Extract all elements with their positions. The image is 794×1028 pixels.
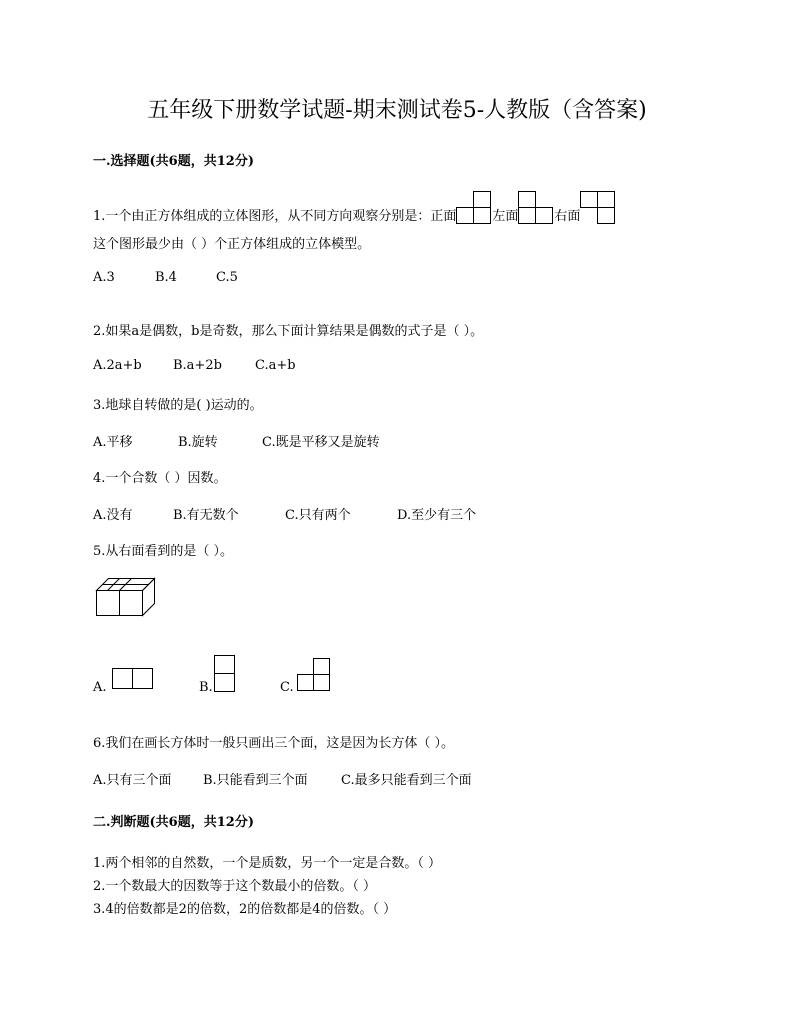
option-c[interactable]: C.只有两个 [285,508,351,523]
page-title: 五年级下册数学试题-期末测试卷5-人教版（含答案) [147,98,647,123]
section-heading-judgement: 二.判断题(共6题，共12分) [93,815,254,830]
question-5-text: 5.从右面看到的是（ ）。 [93,544,234,559]
section-heading-choice: 一.选择题(共6题，共12分) [93,154,254,169]
option-b-figure[interactable] [214,655,236,693]
question-6-text: 6.我们在画长方体时一般只画出三个面，这是因为长方体（ ）。 [93,736,455,751]
question-1-text: 1.一个由正方体组成的立体图形，从不同方向观察分别是：正面 [93,209,457,224]
option-a[interactable]: A.没有 [93,508,133,523]
right-view-label: 右面 [554,209,581,224]
question-1-options [93,270,238,285]
front-view-figure [456,190,492,224]
question-4-options [93,504,476,523]
option-a[interactable]: A.2a+b [93,358,142,373]
judgement-item-1: 1.两个相邻的自然数，一个是质数，另一个一定是合数。（ ） [93,856,442,871]
option-a-label[interactable]: A. [93,680,107,695]
right-view-figure [580,190,616,224]
option-c[interactable]: C.既是平移又是旋转 [262,435,380,450]
option-a[interactable]: A.平移 [93,435,133,450]
judgement-item-3: 3.4的倍数都是2的倍数，2的倍数都是4的倍数。（ ） [93,902,397,917]
question-2-text: 2.如果a是偶数，b是奇数，那么下面计算结果是偶数的式子是（ ）。 [93,324,484,339]
option-d[interactable]: D.至少有三个 [397,508,477,523]
option-b-label[interactable]: B. [199,680,213,695]
option-b[interactable]: B.a+2b [173,358,222,373]
cuboid-figure [93,574,159,618]
left-view-figure [518,190,554,224]
question-1-line-1 [93,190,616,224]
left-view-label: 左面 [492,209,519,224]
option-b[interactable]: B.只能看到三个面 [203,773,308,788]
judgement-item-2: 2.一个数最大的因数等于这个数最小的倍数。（ ） [93,879,377,894]
option-a[interactable]: A.3 [93,270,115,285]
option-a[interactable]: A.只有三个面 [93,773,172,788]
question-4-text: 4.一个合数（ ）因数。 [93,471,227,486]
question-3-text: 3.地球自转做的是( )运动的。 [93,398,263,413]
option-c[interactable]: C.最多只能看到三个面 [341,773,472,788]
option-c[interactable]: C.a+b [255,358,296,373]
option-c-figure[interactable] [296,658,332,692]
option-a-figure[interactable] [112,668,154,690]
option-b[interactable]: B.有无数个 [173,508,239,523]
option-c-label[interactable]: C. [280,680,294,695]
question-6-options [93,769,472,788]
option-c[interactable]: C.5 [216,270,238,285]
question-3-options [93,431,380,450]
question-1-line-2: 这个图形最少由（ ）个正方体组成的立体模型。 [93,237,371,252]
question-2-options [93,358,296,373]
option-b[interactable]: B.4 [155,270,177,285]
option-b[interactable]: B.旋转 [178,435,218,450]
